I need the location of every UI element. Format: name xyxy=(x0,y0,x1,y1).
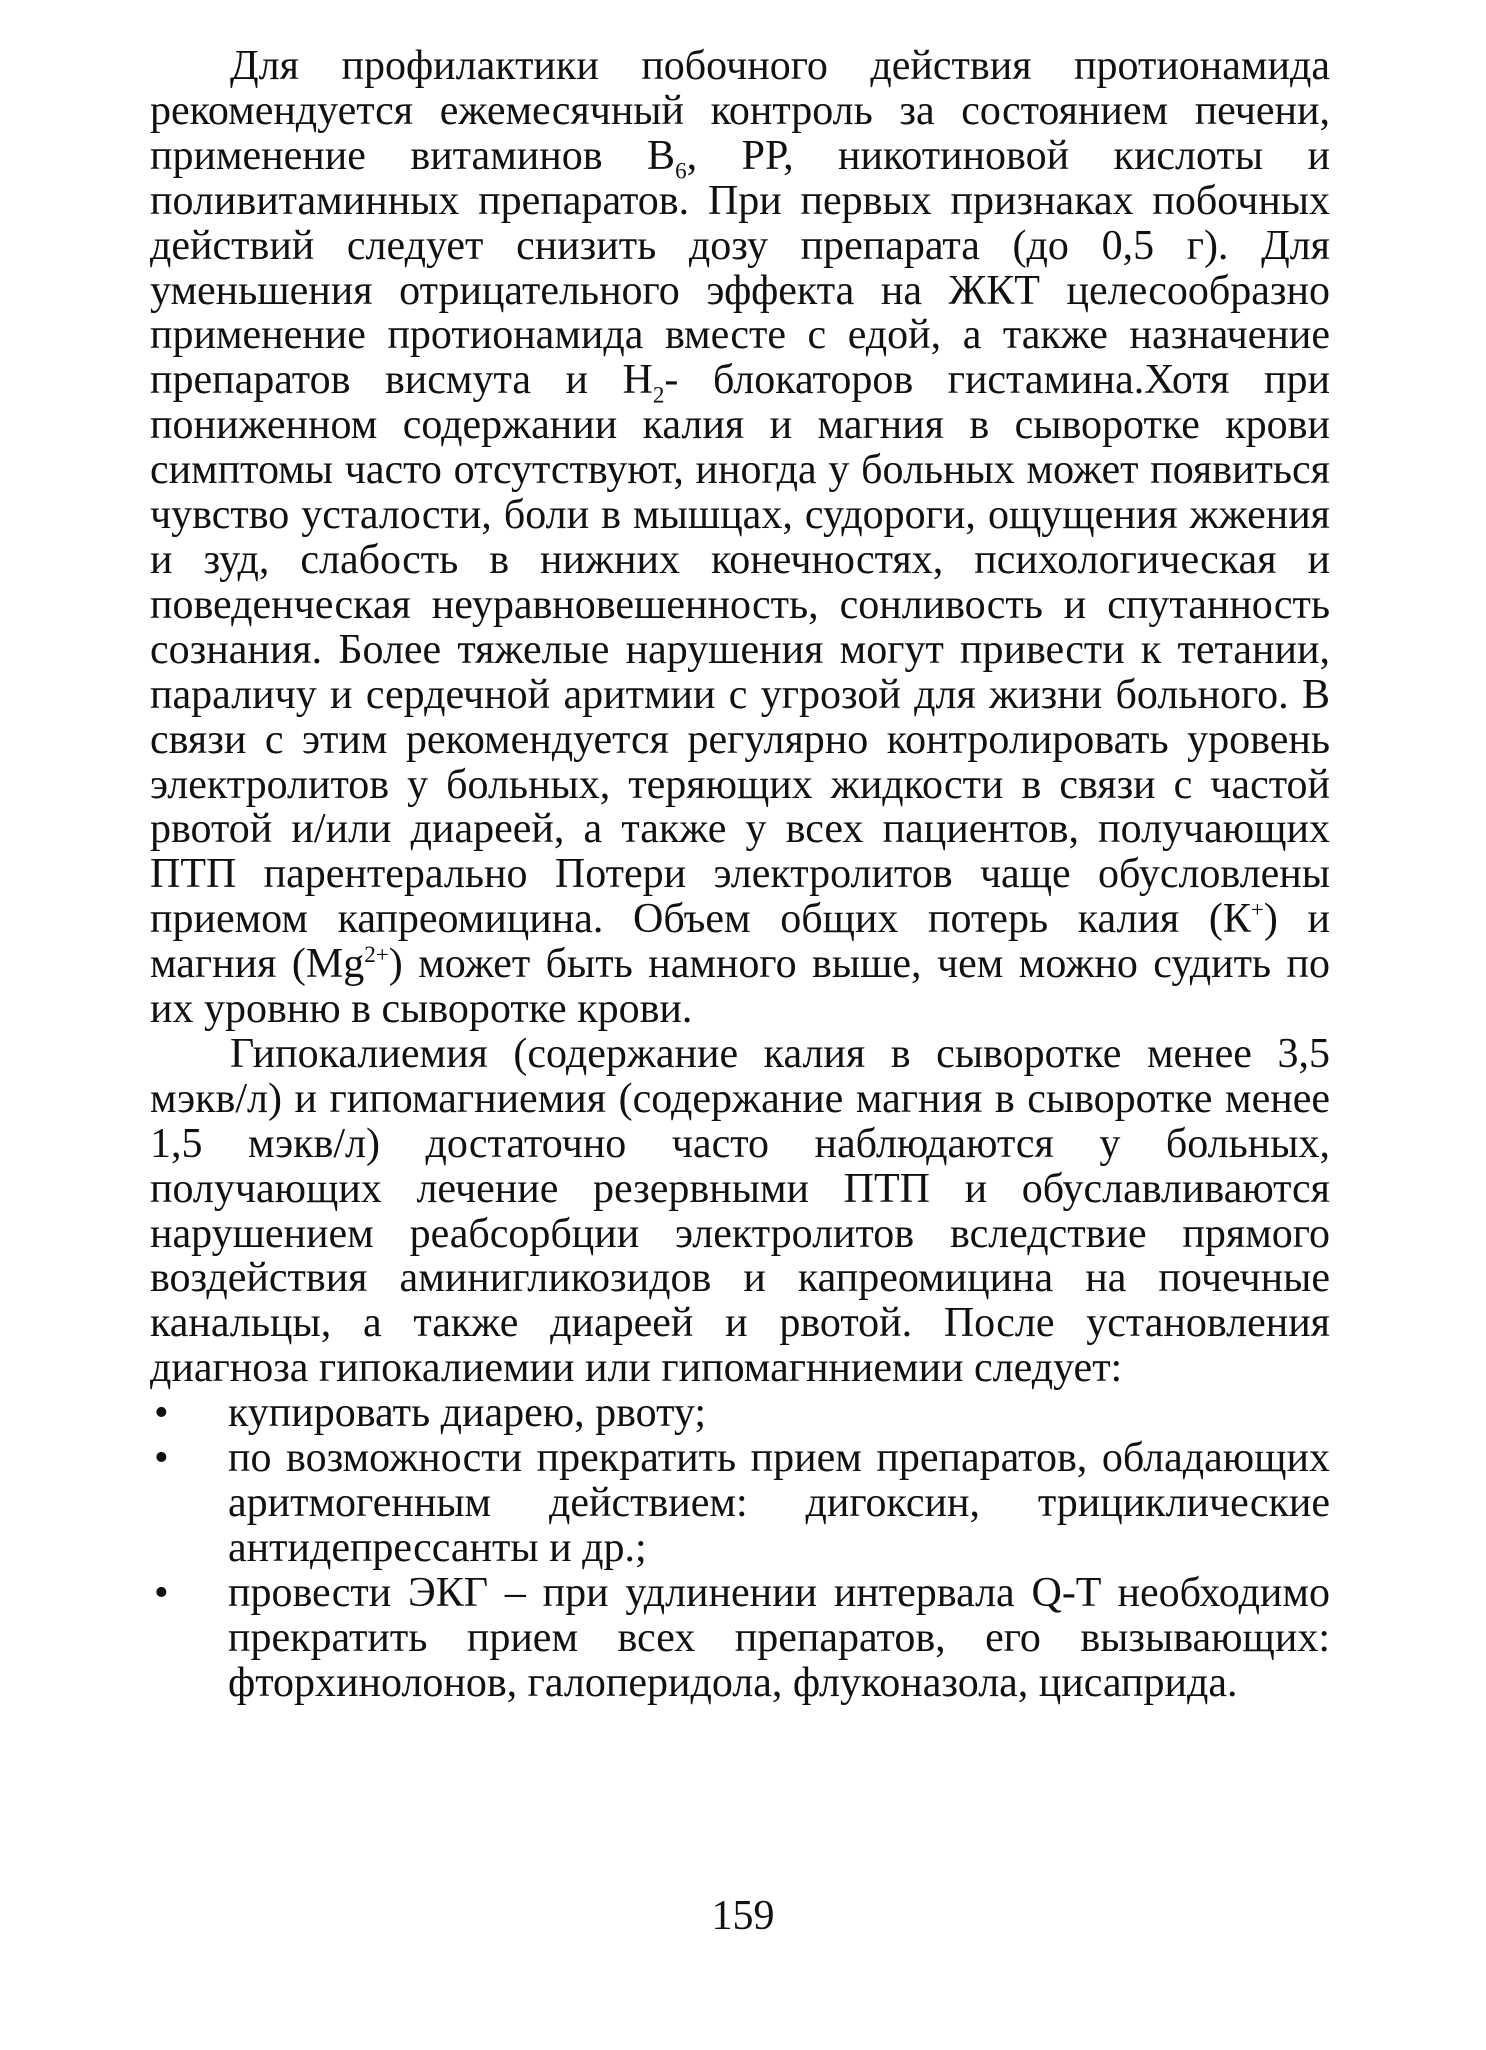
list-item xyxy=(150,1391,1330,1436)
paragraph xyxy=(150,1032,1330,1391)
text-run: - блокаторов гистамина.Хотя при пониженном содержании калия и магния в сыворотке крови симптомы часто отсутствуют, иногда у больных может появиться чувство усталости, боли в мышцах, судороги, ощущения жжения и зуд, слабость в нижних конечностях, психологическая и поведенческая неуравновешенность, сонливость и спутанность сознания. Более тяжелые нарушения могут привести к тетании, параличу и сердечной аритмии с угрозой для жизни больного. В связи с этим рекомендуется регулярно контролировать уровень электролитов у больных, теряющих жидкости в связи с частой рвотой и/или диареей, а также у всех пациентов, получающих ПТП парентерально Потери электролитов чаще обусловлены приемом капреомицина. Объем общих потерь калия (К xyxy=(150,357,1330,943)
body-text xyxy=(150,44,1330,1706)
bullet-icon: • xyxy=(154,1435,169,1482)
subscript: 2 xyxy=(652,381,665,408)
list-item-text: купировать диарею, рвоту; xyxy=(228,1390,707,1437)
list-item xyxy=(150,1436,1330,1571)
text-run: , РР, никотиновой кислоты и поливитаминных препаратов. При первых признаках побочных действий следует снизить дозу препарата (до 0,5 г). Для уменьшения отрицательного эффекта на ЖКТ целесообразно применение протионамида вместе с едой, а также назначение препаратов висмута и Н xyxy=(150,132,1331,404)
bullet-icon: • xyxy=(154,1390,169,1437)
text-run: ) и магния (Mg xyxy=(150,896,1331,988)
page-number: 159 xyxy=(711,1893,775,1939)
text-run: Гипокалиемия (содержание калия в сыворотке менее 3,5 мэкв/л) и гипомагниемия (содержание магния в сыворотке менее 1,5 мэкв/л) достаточно часто наблюдаются у больных, получающих лечение резервными ПТП и обуславливаются нарушением реабсорбции электролитов вследствие прямого воздействия аминигликозидов и капреомицина на почечные канальцы, а также диареей и рвотой. После установления диагноза гипокалиемии или гипомагнниемии следует: xyxy=(150,1030,1330,1392)
list-item-text: по возможности прекратить прием препаратов, обладающих аритмогенным действием: дигоксин, трициклические антидепрессанты и др.; xyxy=(228,1435,1330,1571)
text-run: ) может быть намного выше, чем можно судить по их уровню в сыворотке крови. xyxy=(150,941,1330,1033)
list-item-text: провести ЭКГ – при удлинении интервала Q-T необходимо прекратить прием всех препаратов, его вызывающих: фторхинолонов, галоперидола, флуконазола, цисаприда. xyxy=(228,1569,1330,1706)
superscript: 2+ xyxy=(364,941,389,968)
bullet-list xyxy=(150,1391,1330,1705)
subscript: 6 xyxy=(675,157,687,184)
paragraph xyxy=(150,44,1330,1032)
bullet-icon: • xyxy=(154,1569,169,1616)
list-item xyxy=(150,1571,1330,1706)
superscript: + xyxy=(1250,896,1264,923)
text-run: Для профилактики побочного действия протионамида рекомендуется ежемесячный контроль за состоянием печени, применение витаминов В xyxy=(150,43,1330,179)
